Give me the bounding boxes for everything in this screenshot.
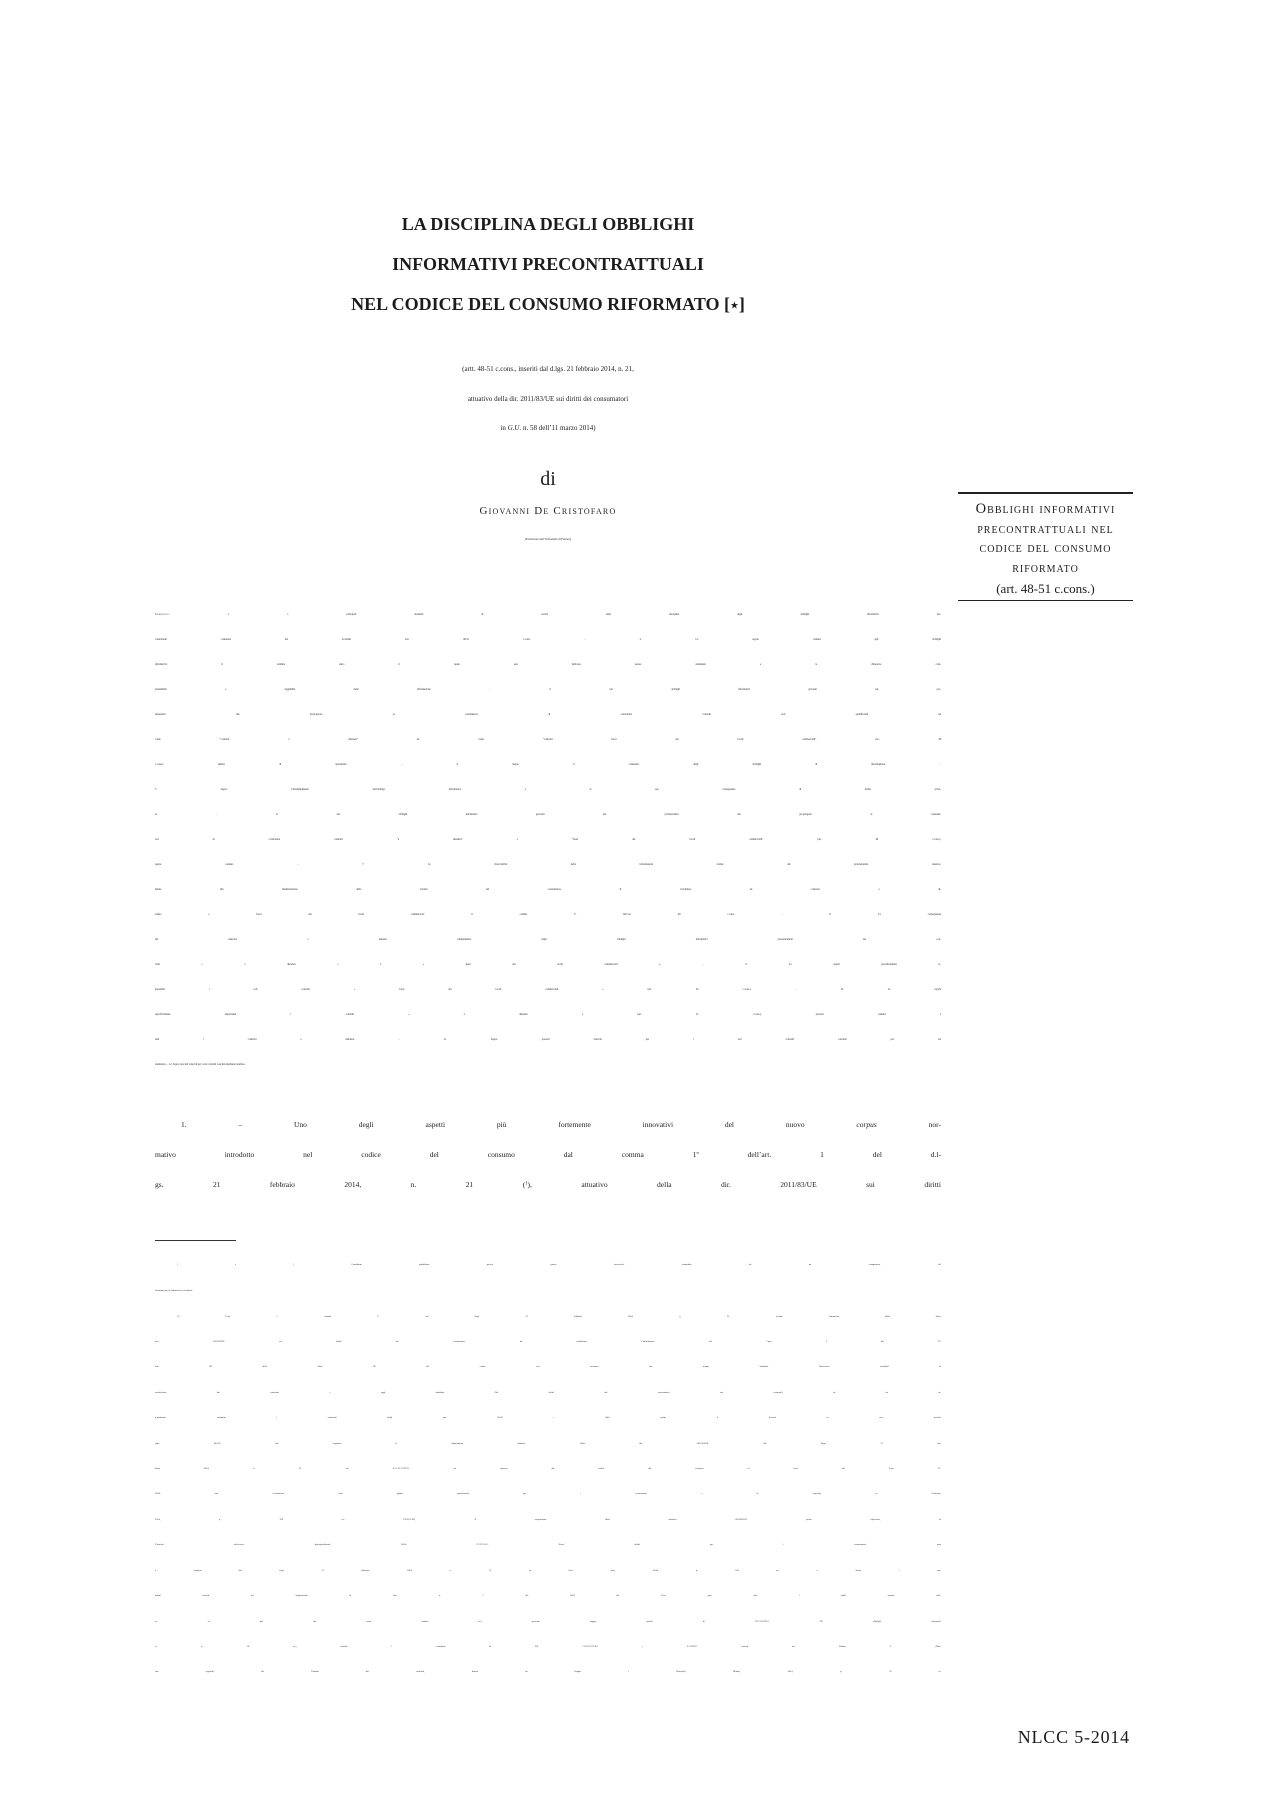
- small-caps-name: Farneti: [686, 1644, 698, 1648]
- footnote-line: [155, 1304, 941, 1329]
- italic-text: Dei diritti dei consumatori nei contratti: [494, 1390, 782, 1394]
- text-run: tori di concludere contratti “a distanza” o “fuori dei locali commerciali” (art. 49 c.cons.):: [155, 838, 941, 841]
- italic-text: Particolari modalità di: [818, 1365, 942, 1369]
- text-run: contrattuali contenuta nei novellati artt. 48-51 c.cons. – 2. Le regole comuni agli obblighi: [155, 638, 941, 641]
- article-title: [155, 204, 941, 327]
- footnote-line: [155, 1532, 941, 1557]
- text-run: (fra i quali assume rilie-: [712, 1594, 941, 1598]
- italic-text: G.U.: [507, 424, 522, 432]
- text-run: , in: [820, 1492, 932, 1496]
- text-run: mativo introdotto nel codice del consumo dal comma 1º dell’art. 1 del d.l-: [155, 1150, 941, 1159]
- summary-line: [155, 602, 941, 627]
- summary-line: [155, 1002, 941, 1027]
- italic-text: vi: [155, 1644, 157, 1648]
- text-run: nor-: [876, 1120, 941, 1129]
- star-symbol: ★: [730, 300, 739, 312]
- margin-note-reference: (art. 48-51 c.cons.): [996, 580, 1095, 596]
- text-run: vo ai fini del tema trattato nel presente saggio quello di: [155, 1619, 756, 1623]
- footnote-line: [155, 1354, 941, 1379]
- italic-text: Il recepimento della direttiva 2011/83/UE: prime riflessioni: [474, 1517, 880, 1521]
- text-run: come “contratti a distanza” né come “contratti fuori dei locali commerciali” (art. 48: [155, 738, 941, 741]
- margin-note-line: Obblighi informativi: [975, 501, 1116, 517]
- text-run: : 1. I principali elementi di novità della disciplina degli obblighi informativi pre-: [168, 613, 941, 616]
- text-run: ,: [940, 1492, 942, 1496]
- text-run: ), attuativo della dir. 2011/83/UE sui diritti: [527, 1180, 941, 1189]
- subtitle-line: [155, 414, 941, 444]
- section-1-paragraph: [155, 1110, 941, 1200]
- text-run: e: [598, 1644, 687, 1648]
- running-margin-note: [958, 492, 1133, 601]
- text-run: attuativo della dir. 2011/83/UE sui diritti dei consumatori: [467, 394, 629, 403]
- italic-text: a margine del d.lgs. 21 febbraio 2014, n. 21: [155, 1568, 492, 1572]
- italic-text: Giustizia civile.com. Approfondimenti: [155, 1543, 331, 1547]
- small-caps-name: Pagliantini: [392, 1467, 410, 1471]
- text-run: braio 2014, n. 21, cfr.: [155, 1467, 393, 1471]
- italic-text: 2014: una rivisitazione (con effetto paralizzante per i consumatori e le imprese): [155, 1492, 821, 1496]
- summary-line: [155, 877, 941, 902]
- byline-di: di: [540, 468, 556, 490]
- summary-block: [155, 602, 941, 1077]
- summary-line: [155, 677, 941, 702]
- text-run: ,: [487, 1543, 559, 1547]
- superscript-reference: 1: [525, 1181, 528, 1187]
- margin-note-line: riformato: [1012, 560, 1079, 577]
- text-run: 5.: [155, 788, 221, 791]
- footnote-editorial: [155, 1252, 941, 1304]
- summary-line: [155, 752, 941, 777]
- footnote-line: [155, 1329, 941, 1354]
- italic-text: Segue: [172, 1063, 179, 1066]
- text-run: n. 58 dell’11 marzo 2014): [521, 424, 596, 432]
- text-run: (: [177, 1314, 178, 1318]
- text-run: , diretto da Roppo e Benedetti, Milano, 2014, p. 70 ss.: [424, 1670, 941, 1674]
- journal-issue-label: NLCC 5-2014: [1017, 1727, 1130, 1747]
- summary-line: [155, 927, 941, 952]
- article-subtitle: [155, 355, 941, 444]
- text-run: tegralmente sostituito i contenuti degli artt. 45-47 e delle prime 4 Sezioni in esso inserite: [155, 1416, 941, 1420]
- subtitle-line: [155, 355, 941, 385]
- title-line: [155, 284, 941, 327]
- text-run: INFORMATIVI PRECONTRATTUALI: [392, 254, 704, 274]
- footnote-line: [155, 1609, 941, 1634]
- text-run: : precetti valevoli per i soli contratti conclusi mediante telefono.: [179, 1063, 246, 1066]
- text-run: tributi inseriti nel: [155, 1594, 296, 1598]
- text-run: , 2014, p. 745 ss.; v. altresì i con-: [615, 1568, 942, 1572]
- text-run: telematica. – 12.: [155, 1063, 173, 1066]
- italic-text: Segue: [220, 788, 227, 791]
- text-run: al fasc. n. 7 del 2014 del: [307, 1594, 662, 1598]
- italic-text: Gli obblighi informati-: [819, 1619, 942, 1623]
- summary-line: [155, 952, 941, 977]
- summary-line: [155, 827, 941, 852]
- summary-line: [155, 727, 941, 752]
- text-run: tolo III della Parte III del codice del consumo (un tempo intitolato: [155, 1365, 819, 1369]
- italic-text: La riforma del codice del consumo ai sensi del d.lgs. 21/: [453, 1467, 941, 1471]
- text-run: c.cons.): ambito di operatività. – 4.: [155, 763, 513, 766]
- summary-line: [155, 902, 941, 927]
- text-run: regole comuni. – 7. La vincolatività delle informazioni fornite dal professionista anterior-: [155, 863, 941, 866]
- text-run: ]: [738, 294, 745, 314]
- text-run: , p. 10 ss.), nonché i contributi di: [156, 1644, 535, 1648]
- summary-line: [155, 852, 941, 877]
- text-run: prensibilità e leggibilità delle informazioni. – 3. Gli obblighi informativi gravanti sui pro-: [155, 688, 941, 691]
- text-run: inseriti nel Volume V (: [697, 1644, 937, 1648]
- text-run: 2014, p. 796 ss.;: [155, 1517, 404, 1521]
- footnotes: [155, 1252, 941, 1685]
- italic-text: Nuovi diritti per i consumatori: note: [558, 1543, 941, 1547]
- margin-note-line: codice del consumo: [979, 540, 1112, 557]
- text-run: (artt. 48-51 c.cons., inseriti dal d.lgs. 21 febbraio 2014, n. 21,: [462, 365, 634, 373]
- text-run: ) del: [213, 1670, 312, 1674]
- footnote-line: [155, 1583, 941, 1608]
- text-run: fessionisti che propongono ai consumatori di concludere contratti non qualificabili né: [155, 713, 941, 716]
- text-run: e oggi intitolato: [278, 1390, 495, 1394]
- text-run: ) ed ha in-: [781, 1390, 941, 1394]
- body-text-line: [155, 1140, 941, 1170]
- summary-line: [155, 627, 941, 652]
- italic-text: Mer-: [936, 1644, 941, 1648]
- text-run: : precetti valevoli per i soli contratti conclusi per via: [497, 1038, 941, 1041]
- footnote-line: [155, 1405, 941, 1430]
- text-run: mente alla manifestazione della volontà del consumatore di concludere un contratto a di-: [155, 888, 941, 891]
- text-run: , ha modificato l’intitolazione del Capo I del Ti-: [465, 1340, 941, 1344]
- text-run: ] Contributo pubblicato previo parere favorevole formulato da un componente del: [292, 1263, 941, 1266]
- footnote-line: [155, 1456, 941, 1481]
- text-run: in: [500, 424, 508, 432]
- summary-line: [155, 702, 941, 727]
- text-run: 1. – Uno degli aspetti più fortemente innovativi del nuovo: [181, 1120, 857, 1129]
- author-affiliation: (Professore nell’Università di Ferrara): [525, 537, 571, 541]
- text-run: , 2014;: [330, 1543, 477, 1547]
- text-run: , in: [491, 1568, 569, 1572]
- small-caps-name: Sommario: [155, 613, 169, 616]
- italic-text: Attuazione della diret-: [828, 1314, 941, 1318]
- small-caps-name: De Cristofaro: [534, 1644, 599, 1648]
- text-run: tutti i contratti a distanza. – 11.: [155, 1038, 491, 1041]
- title-line: [155, 204, 941, 244]
- italic-text: tiva 2011/83/UE sui diritti dei consumatori: [155, 1340, 466, 1344]
- footnote-line: [155, 1659, 941, 1684]
- summary-line: [155, 1052, 941, 1077]
- subtitle-line: [155, 385, 941, 415]
- summary-line: [155, 652, 941, 677]
- summary-line: [155, 777, 941, 802]
- small-caps-name: Occhiuzzi: [755, 1619, 769, 1623]
- text-run: (artt. 48-67), che ospitano le disposizioni attuative della dir. 2011/83/UE. Sul d.lgs. 21 feb-: [155, 1441, 941, 1445]
- text-run: ) L’art. 1, comma 1º, del d.lgs. 21 febbraio 2014, n. 21, recante: [178, 1314, 829, 1318]
- italic-text: Supplemento: [295, 1594, 308, 1598]
- italic-text: cati regolati: [155, 1670, 214, 1674]
- text-run: NEL CODICE DEL CONSUMO RIFORMATO [: [351, 294, 730, 314]
- footnote-line: [155, 1634, 941, 1659]
- italic-text: corpus: [856, 1120, 877, 1129]
- superscript-reference: 1: [177, 1315, 179, 1317]
- footnote-line: [155, 1380, 941, 1405]
- footnote-1: [155, 1304, 941, 1685]
- text-run: LA DISCIPLINA DEGLI OBBLIGHI: [401, 214, 695, 234]
- italic-text: Corr. giur.: [661, 1594, 713, 1598]
- summary-line: [155, 802, 941, 827]
- footnote-separator: [155, 1240, 236, 1241]
- text-run: ,: [409, 1467, 454, 1471]
- text-run: informativi: il termine entro il quale essi debbono essere adempiuti e la chiarezza, com-: [155, 663, 941, 666]
- text-run: del mancato o inesatto adempimento degli obblighi informativi precontrattuali nei con-: [155, 938, 941, 941]
- summary-line: [155, 977, 941, 1002]
- text-run: ,: [768, 1619, 820, 1623]
- text-run: to. – 6. Gli obblighi informativi gravanti sui professionisti che propongono ai consuma-: [155, 813, 941, 816]
- small-caps-name: Cuffaro: [476, 1543, 488, 1547]
- text-run: : il contenuto degli obblighi di informazione. –: [518, 763, 941, 766]
- text-run: , in: [879, 1517, 942, 1521]
- text-run: gs. 21 febbraio 2014, n. 21 (: [155, 1180, 526, 1189]
- text-run: guardanti i soli contratti « fuori dei locali commerciali » (art. 50 c.cons.). – 10. Le regole: [155, 988, 941, 991]
- text-run: stanza o fuori dai locali commerciali: il comma 5º dell’art. 49 c.cons. – 8. Le conseguenze: [155, 913, 941, 916]
- text-run: .: [192, 1289, 193, 1293]
- footnote-line: [155, 1507, 941, 1532]
- summary-line: [155, 1027, 941, 1052]
- footnote-line: [155, 1431, 941, 1456]
- italic-text: Trattato dei contratti: [311, 1670, 425, 1674]
- text-run: : l’inadempimento dell’obbligo informativo e le sue conseguenze di diritto priva-: [226, 788, 941, 791]
- italic-text: Corr. giur.: [568, 1568, 616, 1572]
- title-line: [155, 244, 941, 284]
- body-text-line: [155, 1170, 941, 1200]
- footnote-line: [155, 1252, 941, 1278]
- italic-text: Segue: [490, 1038, 498, 1041]
- margin-note-line: precontrattuali nel: [977, 520, 1114, 537]
- footnote-line: [155, 1481, 941, 1506]
- author-name: Giovanni De Cristofaro: [479, 505, 617, 517]
- text-run: tratti « a distanza » e « fuori dei locali commerciali ». – 9. Le regole specificamente ri-: [155, 963, 941, 966]
- italic-text: Contratti: [931, 1492, 941, 1496]
- italic-text: Segue: [512, 763, 519, 766]
- text-run: specificamente riguardanti i contratti « a distanza » (art. 51 c.cons.): precetti comuni a: [155, 1013, 941, 1016]
- text-run: [: [177, 1263, 178, 1266]
- italic-text: conclusione del contratto: [155, 1390, 279, 1394]
- star-symbol: ★: [177, 1264, 293, 1266]
- body-text-line: [155, 1110, 941, 1140]
- small-caps-name: Perugini: [403, 1517, 416, 1521]
- footnote-line: [155, 1278, 941, 1303]
- italic-text: Comitato per la valutazione scientifica: [155, 1289, 193, 1293]
- text-run: ,: [415, 1517, 475, 1521]
- footnote-line: [155, 1558, 941, 1583]
